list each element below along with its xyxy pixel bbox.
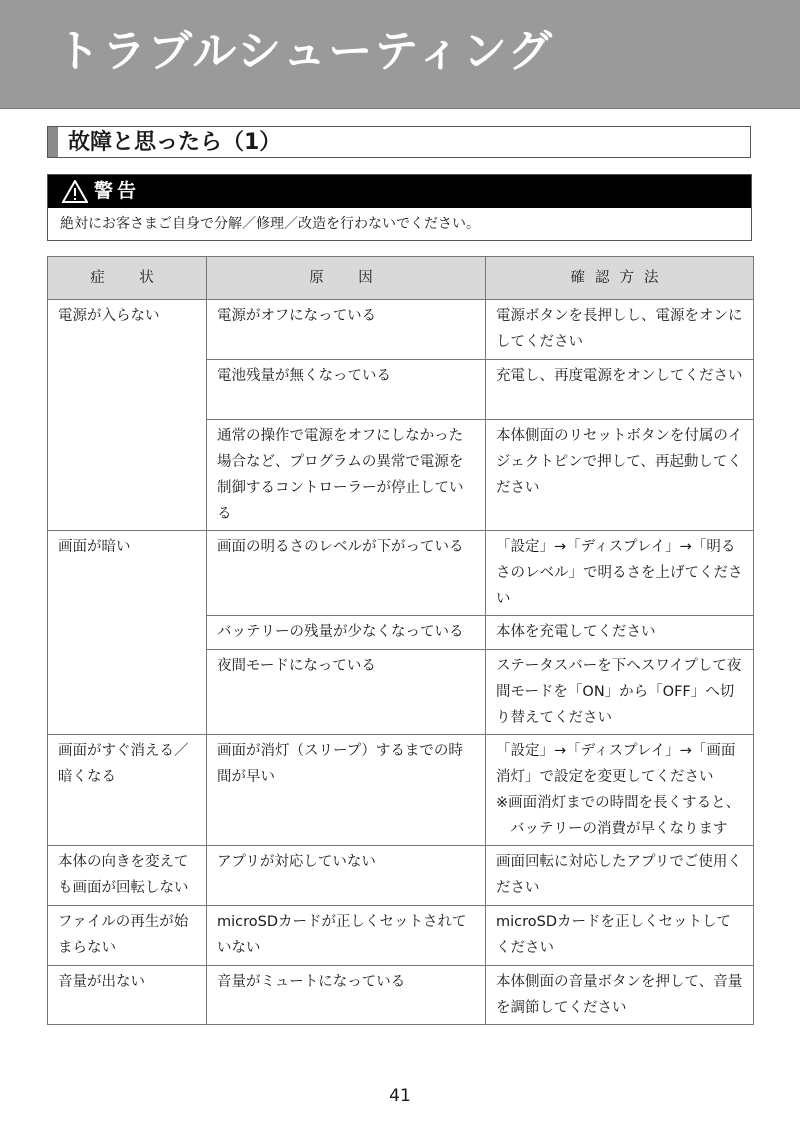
table-header-row (48, 257, 754, 300)
table-row (48, 735, 754, 846)
remedy-cell (486, 735, 754, 846)
remedy-cell: 画面回転に対応したアプリでご使用ください (486, 846, 754, 906)
table-row (48, 966, 754, 1025)
page-number: 41 (389, 1086, 411, 1106)
symptom-cell: 電源が入らない (48, 300, 207, 531)
symptom-cell: 画面がすぐ消える／暗くなる (48, 735, 207, 846)
remedy-cell: 充電し、再度電源をオンしてください (486, 360, 754, 420)
remedy-cell: microSDカードを正しくセットしてください (486, 906, 754, 966)
warning-header (48, 175, 751, 208)
cause-cell: 画面が消灯（スリープ）するまでの時間が早い (207, 735, 486, 846)
table-row (48, 846, 754, 906)
warning-triangle-icon (62, 180, 88, 203)
page-header (0, 0, 800, 109)
remedy-cell: 本体側面の音量ボタンを押して、音量を調節してください (486, 966, 754, 1025)
symptom-cell: 音量が出ない (48, 966, 207, 1025)
remedy-cell: 電源ボタンを長押しし、電源をオンにしてください (486, 300, 754, 360)
header-symptom: 症 状 (48, 257, 207, 300)
remedy-cell: 「設定」→「ディスプレイ」→「明るさのレベル」で明るさを上げてください (486, 531, 754, 616)
table-row (48, 906, 754, 966)
warning-box (47, 174, 752, 241)
warning-label: 警告 (94, 180, 141, 202)
header-cause: 原 因 (207, 257, 486, 300)
remedy-cell: 本体側面のリセットボタンを付属のイジェクトピンで押して、再起動してください (486, 420, 754, 531)
warning-text: 絶対にお客さまご自身で分解／修理／改造を行わないでください。 (60, 216, 480, 232)
cause-cell: microSDカードが正しくセットされていない (207, 906, 486, 966)
remedy-cell: 本体を充電してください (486, 616, 754, 650)
table-row (48, 300, 754, 360)
section-heading-text: 故障と思ったら（1） (68, 130, 282, 155)
remedy-note-continued: バッテリーの消費が早くなります (510, 821, 728, 837)
symptom-cell: ファイルの再生が始まらない (48, 906, 207, 966)
page-title: トラブルシューティング (56, 26, 554, 77)
troubleshooting-table (47, 256, 754, 1025)
section-heading (47, 126, 751, 158)
cause-cell: アプリが対応していない (207, 846, 486, 906)
cause-cell: 音量がミュートになっている (207, 966, 486, 1025)
table-row (48, 531, 754, 616)
section-heading-bar (48, 127, 58, 157)
cause-cell: 電池残量が無くなっている (207, 360, 486, 420)
header-remedy: 確認方法 (486, 257, 754, 300)
cause-cell: 電源がオフになっている (207, 300, 486, 360)
cause-cell: 夜間モードになっている (207, 650, 486, 735)
symptom-cell: 本体の向きを変えても画面が回転しない (48, 846, 207, 906)
remedy-text: 「設定」→「ディスプレイ」→「画面消灯」で設定を変更してください (496, 743, 736, 785)
cause-cell: 画面の明るさのレベルが下がっている (207, 531, 486, 616)
symptom-cell: 画面が暗い (48, 531, 207, 735)
remedy-note: ※画面消灯までの時間を長くすると、 (496, 795, 741, 811)
remedy-cell: ステータスバーを下へスワイプして夜間モードを「ON」から「OFF」へ切り替えてください (486, 650, 754, 735)
cause-cell: 通常の操作で電源をオフにしなかった場合など、プログラムの異常で電源を制御するコントローラーが停止している (207, 420, 486, 531)
cause-cell: バッテリーの残量が少なくなっている (207, 616, 486, 650)
